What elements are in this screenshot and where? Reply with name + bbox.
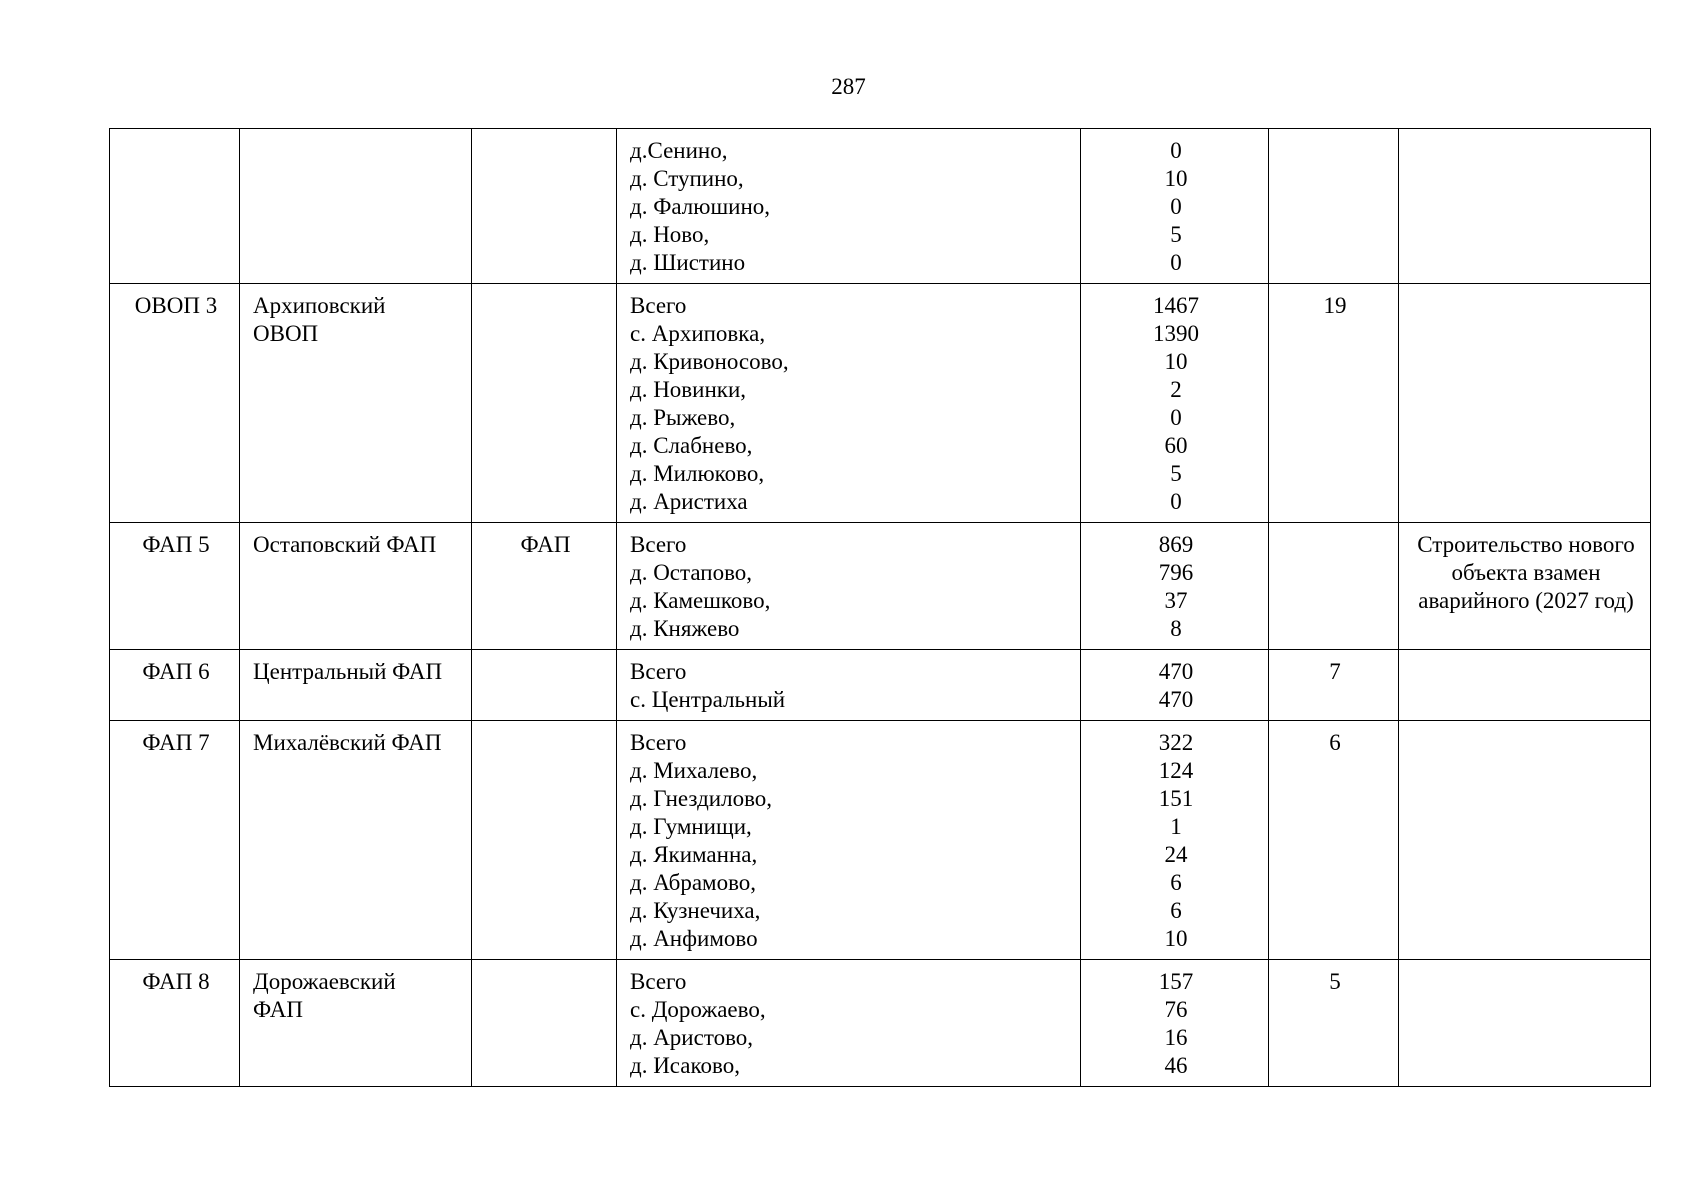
staff-text: 7 <box>1329 659 1341 684</box>
settlements-line: Всего <box>630 659 687 684</box>
facility-name-line: Остаповский ФАП <box>253 532 437 557</box>
settlements-line: с. Центральный <box>630 687 786 712</box>
facility-code-cell <box>110 523 240 650</box>
population-line: 796 <box>1158 560 1194 585</box>
table-row <box>110 523 1651 650</box>
population-line: 1467 <box>1153 293 1199 318</box>
population-line: 10 <box>1164 926 1188 951</box>
settlements-line: д.Сенино, <box>630 138 728 163</box>
settlements-line: д. Кривоносово, <box>630 349 789 374</box>
facility-name-cell <box>240 650 472 721</box>
settlements-cell <box>617 129 1081 284</box>
population-line: 6 <box>1170 870 1182 895</box>
settlements-line: с. Архиповка, <box>630 321 766 346</box>
facility-code-text: ФАП 6 <box>142 659 210 684</box>
population-line: 1 <box>1170 814 1182 839</box>
settlements-line: Всего <box>630 969 687 994</box>
settlements-line: д. Шистино <box>630 250 746 275</box>
note-line: Строительство нового <box>1417 532 1635 557</box>
settlements-cell <box>617 284 1081 523</box>
settlements-line: Всего <box>630 293 687 318</box>
population-line: 46 <box>1164 1053 1188 1078</box>
facility-name-cell <box>240 129 472 284</box>
table-row <box>110 284 1651 523</box>
population-line: 157 <box>1158 969 1194 994</box>
population-line: 869 <box>1158 532 1194 557</box>
population-line: 10 <box>1164 166 1188 191</box>
population-line: 16 <box>1164 1025 1188 1050</box>
settlements-line: д. Слабнево, <box>630 433 753 458</box>
facility-code-cell <box>110 650 240 721</box>
settlements-line: д. Милюково, <box>630 461 765 486</box>
facility-code-cell <box>110 721 240 960</box>
facility-name-cell <box>240 284 472 523</box>
settlements-cell <box>617 721 1081 960</box>
staff-cell <box>1269 960 1399 1087</box>
facility-type-cell <box>472 721 617 960</box>
settlements-line: д. Новинки, <box>630 377 747 402</box>
page-number: 287 <box>831 74 866 99</box>
population-cell <box>1081 960 1269 1087</box>
population-cell <box>1081 284 1269 523</box>
facility-code-text: ФАП 5 <box>142 532 210 557</box>
settlements-line: д. Гнездилово, <box>630 786 773 811</box>
facility-code-text: ОВОП 3 <box>134 293 218 318</box>
population-line: 76 <box>1164 997 1188 1022</box>
facility-name-cell <box>240 523 472 650</box>
staff-cell <box>1269 650 1399 721</box>
population-line: 0 <box>1170 489 1182 514</box>
facility-name-line: Центральный ФАП <box>253 659 443 684</box>
settlements-line: д. Аристово, <box>630 1025 754 1050</box>
settlements-line: д. Ново, <box>630 222 710 247</box>
settlements-line: д. Камешково, <box>630 588 771 613</box>
table-row <box>110 129 1651 284</box>
population-line: 24 <box>1164 842 1188 867</box>
population-line: 0 <box>1170 405 1182 430</box>
population-cell <box>1081 129 1269 284</box>
settlements-line: д. Ступино, <box>630 166 744 191</box>
population-line: 0 <box>1170 194 1182 219</box>
staff-cell <box>1269 523 1399 650</box>
facility-type-cell <box>472 523 617 650</box>
facility-type-cell <box>472 129 617 284</box>
facilities-table <box>109 128 1651 1087</box>
population-line: 470 <box>1158 687 1194 712</box>
settlements-line: с. Дорожаево, <box>630 997 766 1022</box>
note-cell <box>1399 721 1651 960</box>
facility-name-line: Михалёвский ФАП <box>253 730 442 755</box>
facility-name-line: ОВОП <box>253 321 319 346</box>
settlements-line: д. Абрамово, <box>630 870 757 895</box>
population-line: 10 <box>1164 349 1188 374</box>
staff-cell <box>1269 721 1399 960</box>
staff-text: 6 <box>1329 730 1341 755</box>
settlements-line: д. Рыжево, <box>630 405 736 430</box>
note-cell <box>1399 284 1651 523</box>
population-line: 322 <box>1158 730 1194 755</box>
facility-code-cell <box>110 960 240 1087</box>
population-line: 151 <box>1158 786 1194 811</box>
population-line: 1390 <box>1153 321 1199 346</box>
staff-text: 19 <box>1323 293 1347 318</box>
population-line: 5 <box>1170 461 1182 486</box>
facility-name-line: Дорожаевский <box>253 969 396 994</box>
settlements-line: д. Княжево <box>630 616 740 641</box>
facility-code-cell <box>110 129 240 284</box>
facility-name-cell <box>240 960 472 1087</box>
staff-text: 5 <box>1329 969 1341 994</box>
settlements-line: д. Аристиха <box>630 489 748 514</box>
population-cell <box>1081 721 1269 960</box>
note-line: аварийного (2027 год) <box>1418 588 1634 613</box>
facility-type-cell <box>472 650 617 721</box>
facility-code-text: ФАП 7 <box>142 730 210 755</box>
facility-name-line: Архиповский <box>253 293 386 318</box>
population-line: 5 <box>1170 222 1182 247</box>
table-body <box>110 129 1651 1087</box>
facility-name-cell <box>240 721 472 960</box>
population-line: 8 <box>1170 616 1182 641</box>
facility-type-text: ФАП <box>520 532 571 557</box>
staff-cell <box>1269 129 1399 284</box>
population-line: 37 <box>1164 588 1188 613</box>
facility-name-line: ФАП <box>253 997 303 1022</box>
population-cell <box>1081 650 1269 721</box>
note-cell <box>1399 650 1651 721</box>
staff-cell <box>1269 284 1399 523</box>
population-line: 60 <box>1164 433 1188 458</box>
table-row <box>110 650 1651 721</box>
settlements-cell <box>617 650 1081 721</box>
table-row <box>110 960 1651 1087</box>
population-line: 470 <box>1158 659 1194 684</box>
settlements-line: Всего <box>630 532 687 557</box>
settlements-line: д. Гумнищи, <box>630 814 752 839</box>
settlements-line: д. Фалюшино, <box>630 194 771 219</box>
settlements-line: д. Остапово, <box>630 560 753 585</box>
population-line: 0 <box>1170 138 1182 163</box>
settlements-line: д. Михалево, <box>630 758 758 783</box>
population-line: 0 <box>1170 250 1182 275</box>
facility-type-cell <box>472 284 617 523</box>
population-cell <box>1081 523 1269 650</box>
settlements-cell <box>617 960 1081 1087</box>
settlements-cell <box>617 523 1081 650</box>
settlements-line: д. Кузнечиха, <box>630 898 761 923</box>
settlements-line: Всего <box>630 730 687 755</box>
note-cell <box>1399 129 1651 284</box>
facility-type-cell <box>472 960 617 1087</box>
settlements-line: д. Якиманна, <box>630 842 758 867</box>
population-line: 124 <box>1158 758 1194 783</box>
note-line: объекта взамен <box>1451 560 1601 585</box>
facility-code-text: ФАП 8 <box>142 969 210 994</box>
settlements-line: д. Исаково, <box>630 1053 740 1078</box>
note-cell <box>1399 960 1651 1087</box>
settlements-line: д. Анфимово <box>630 926 758 951</box>
table-row <box>110 721 1651 960</box>
population-line: 2 <box>1170 377 1182 402</box>
facility-code-cell <box>110 284 240 523</box>
note-cell <box>1399 523 1651 650</box>
population-line: 6 <box>1170 898 1182 923</box>
